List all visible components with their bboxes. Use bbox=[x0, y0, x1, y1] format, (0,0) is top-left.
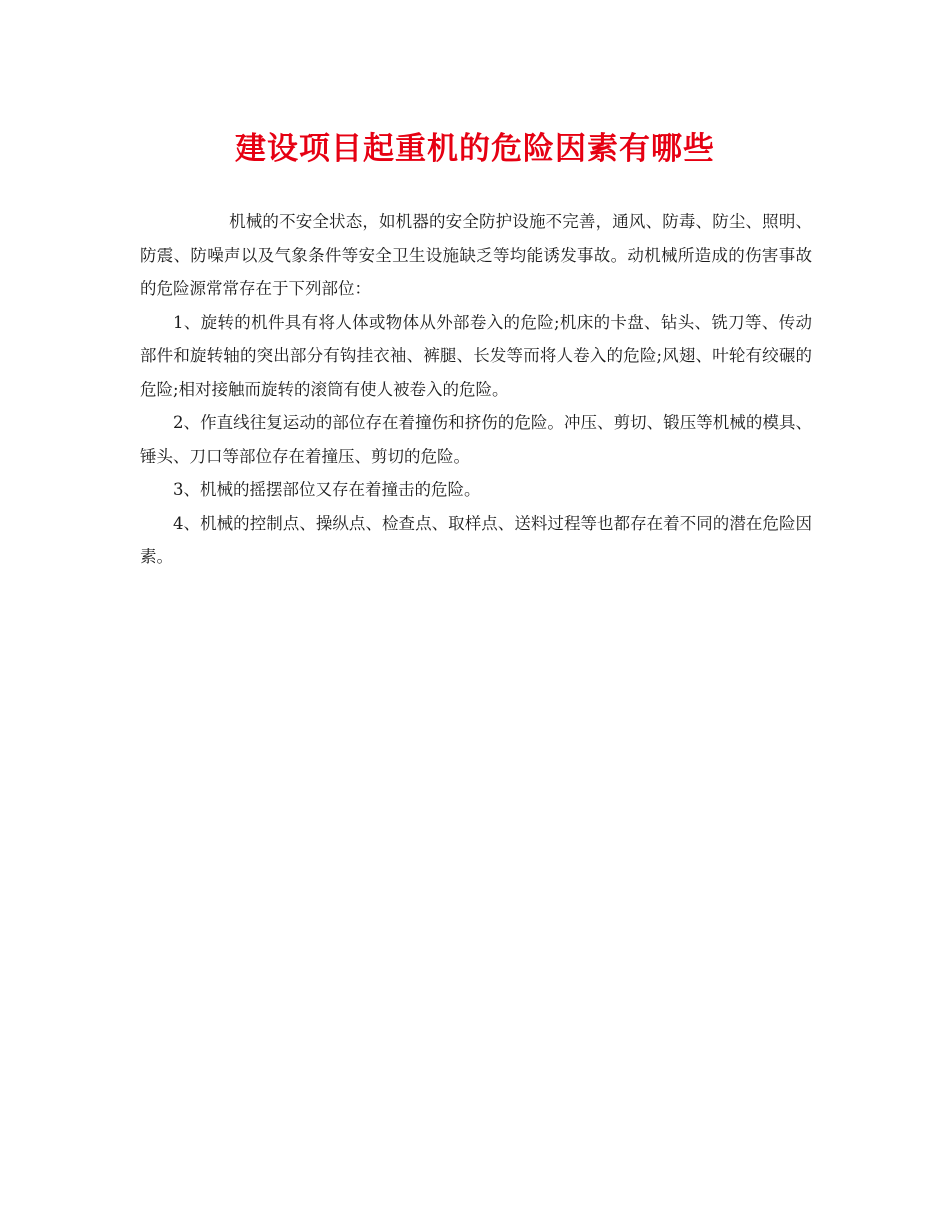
document-body bbox=[140, 205, 812, 574]
paragraph-item-2: 2、作直线往复运动的部位存在着撞伤和挤伤的危险。冲压、剪切、锻压等机械的模具、锤头、刀口等部位存在着撞压、剪切的危险。 bbox=[140, 413, 812, 466]
paragraph-item-1: 1、旋转的机件具有将人体或物体从外部卷入的危险;机床的卡盘、钻头、铣刀等、传动部件和旋转轴的突出部分有钩挂衣袖、裤腿、长发等而将人卷入的危险;风翅、叶轮有绞碾的危险;相对接触而旋转的滚筒有使人被卷入的危险。 bbox=[140, 312, 812, 399]
paragraph-item-4: 4、机械的控制点、操纵点、检查点、取样点、送料过程等也都存在着不同的潜在危险因素。 bbox=[140, 513, 812, 566]
document-title: 建设项目起重机的危险因素有哪些 bbox=[235, 131, 715, 167]
paragraph-intro: 机械的不安全状态，如机器的安全防护设施不完善，通风、防毒、防尘、照明、防震、防噪声以及气象条件等安全卫生设施缺乏等均能诱发事故。动机械所造成的伤害事故的危险源常常存在于下列部位： bbox=[140, 212, 812, 298]
paragraph-item-3: 3、机械的摇摆部位又存在着撞击的危险。 bbox=[173, 480, 481, 499]
